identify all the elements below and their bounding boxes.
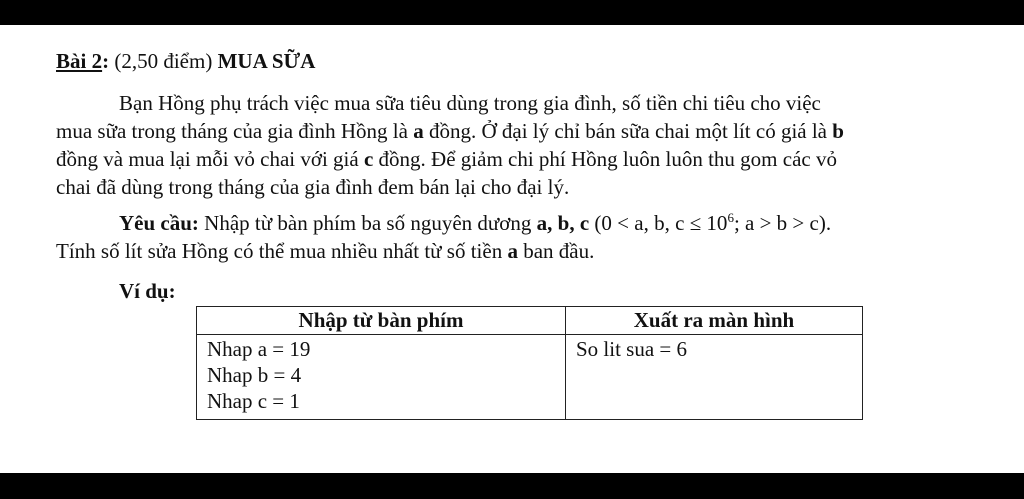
example-table [196, 306, 863, 420]
text: Nhập từ bàn phím ba số nguyên dương [198, 211, 537, 235]
exercise-heading [56, 47, 315, 75]
variables: a, b, c [536, 211, 590, 235]
input-line: Nhap a = 19 [207, 337, 311, 361]
text: ; a > b > c). [733, 211, 832, 235]
table-header-output: Xuất ra màn hình [566, 307, 863, 335]
description-line-4: chai đã dùng trong tháng của gia đình đem bán lại cho đại lý. [56, 175, 570, 199]
input-line: Nhap b = 4 [207, 363, 302, 387]
variable-c: c [363, 147, 374, 171]
exponent: 6 [727, 210, 734, 225]
text: ban đầu. [517, 239, 595, 263]
requirement-label: Yêu cầu: [119, 211, 199, 235]
description-line-3 [56, 145, 981, 173]
table-header-input: Nhập từ bàn phím [197, 307, 566, 335]
description-line-2 [56, 117, 981, 145]
problem-description [56, 89, 981, 201]
input-line: Nhap c = 1 [207, 389, 300, 413]
text: Tính số lít sửa Hồng có thể mua nhiều nhất từ số tiền [56, 239, 508, 263]
exercise-title: MUA SỮA [217, 49, 316, 73]
table-header-row [197, 307, 863, 335]
text: đồng. Ở đại lý chỉ bán sữa chai một lít có giá là [423, 119, 833, 143]
description-line-1: Bạn Hồng phụ trách việc mua sữa tiêu dùng trong gia đình, số tiền chi tiêu cho việc [119, 91, 821, 115]
output-line: So lit sua = 6 [576, 337, 688, 361]
exercise-points: (2,50 điểm) [109, 49, 218, 73]
variable-a: a [507, 239, 518, 263]
document-page [0, 25, 1024, 473]
text: đồng và mua lại mỗi vỏ chai với giá [56, 147, 364, 171]
text: (0 < a, b, c ≤ 10 [589, 211, 728, 235]
variable-b: b [832, 119, 844, 143]
table-row [197, 335, 863, 420]
variable-a: a [413, 119, 424, 143]
example-label: Ví dụ: [119, 279, 176, 303]
requirement-line-1 [56, 209, 981, 237]
exercise-number: Bài 2 [56, 49, 103, 73]
requirement-line-2 [56, 237, 981, 265]
heading-colon: : [102, 49, 110, 73]
requirement [56, 209, 981, 265]
text: đồng. Để giảm chi phí Hồng luôn luôn thu gom các vỏ [373, 147, 837, 171]
output-cell [566, 335, 863, 420]
input-cell [197, 335, 566, 420]
text: mua sữa trong tháng của gia đình Hồng là [56, 119, 414, 143]
